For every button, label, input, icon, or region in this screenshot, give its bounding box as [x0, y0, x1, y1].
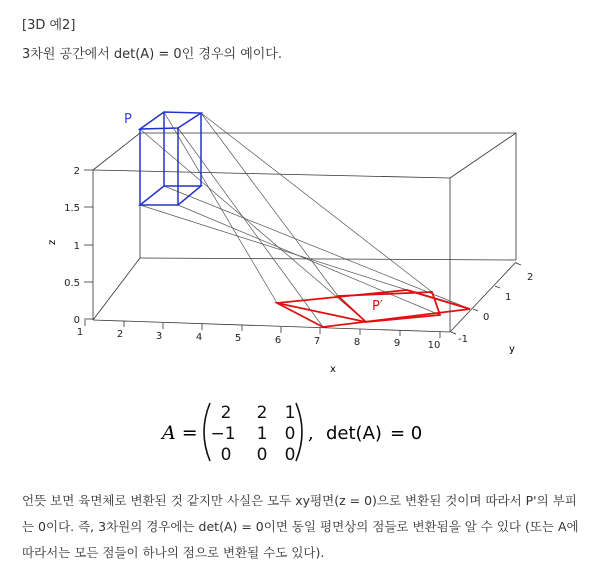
frame-bottom-front [93, 320, 450, 332]
matrix-cell: 0 [220, 445, 232, 465]
mapping-line [178, 128, 323, 327]
explanation-paragraph [22, 488, 582, 566]
y-tick-label: 0 [483, 312, 490, 323]
frame-bottom-left [93, 258, 140, 320]
y-tick-label: -1 [458, 334, 468, 345]
pprime-edge [277, 303, 366, 322]
mapping-line [201, 113, 432, 292]
frame-top-back [140, 133, 516, 260]
intro-text: 3차원 공간에서 det(A) = 0인 경우의 예이다. [22, 47, 282, 62]
matrix-cell: 0 [256, 445, 268, 465]
z-tick-label: 0.5 [64, 278, 80, 289]
matrix-lhs: A = [162, 422, 198, 444]
label-P: P [124, 112, 132, 127]
y-tick-label: 1 [505, 292, 512, 303]
x-tick-label: 6 [274, 335, 282, 346]
pprime-inner [338, 292, 440, 322]
section-heading: [3D 예2] [22, 18, 76, 33]
z-tick-label: 1.5 [64, 203, 80, 214]
label-Pprime: P′ [372, 299, 383, 314]
equation-comma: , [308, 423, 314, 444]
matrix-equation [158, 398, 458, 468]
z-tick-label: 2 [73, 166, 80, 177]
y-tick-mark [473, 309, 478, 311]
frame-top-front [93, 170, 450, 178]
mapping-line [140, 129, 366, 322]
x-tick-label: 7 [313, 336, 321, 347]
matrix-cell: 2 [256, 403, 268, 423]
3d-plot [0, 95, 597, 395]
x-tick-label: 4 [195, 332, 203, 343]
det-text: det(A) [326, 423, 382, 444]
mapping-line [201, 113, 338, 296]
x-tick-label: 9 [393, 338, 401, 349]
y-tick-mark [495, 286, 500, 288]
z-tick-label: 0 [73, 315, 80, 326]
x-tick-label: 10 [427, 340, 441, 351]
mapping-line [178, 205, 440, 315]
matrix-cell: 1 [284, 403, 296, 423]
matrix-cell: 0 [284, 445, 296, 465]
z-axis-label: z [47, 239, 58, 245]
matrix-cell: 1 [256, 424, 268, 444]
z-axis-ticks [84, 170, 93, 319]
y-axis-label: y [509, 344, 515, 355]
x-tick-label: 1 [76, 327, 84, 338]
y-tick-mark [451, 332, 456, 334]
mapping-line [140, 205, 407, 290]
mapping-line [164, 186, 470, 309]
x-tick-label: 8 [353, 337, 361, 348]
paragraph-line: 언뜻 보면 육면체로 변환된 것 같지만 사실은 모두 xy평면(z = 0)으로 변환된 것이며 따라서 P'의 부피 [22, 493, 577, 508]
matrix-cell: 2 [220, 403, 232, 423]
z-tick-label: 1 [73, 241, 80, 252]
cuboid-top-face [140, 112, 201, 129]
mapping-line [164, 112, 277, 303]
matrix-cell: 0 [284, 424, 296, 444]
det-value: = 0 [390, 423, 423, 444]
x-tick-label: 5 [234, 333, 242, 344]
matrix-cell: −1 [210, 424, 236, 444]
paragraph-line: 따라서는 모든 점들이 하나의 점으로 변환될 수도 있다). [22, 545, 325, 560]
y-tick-mark [516, 263, 521, 265]
left-paren [204, 403, 210, 461]
x-axis-label: x [330, 364, 336, 375]
x-tick-label: 2 [116, 329, 124, 340]
pprime-edge [407, 290, 470, 309]
frame-top-left [93, 133, 140, 170]
frame-top-right [450, 133, 516, 178]
y-tick-label: 2 [527, 272, 534, 283]
x-axis-ticks [85, 320, 440, 338]
frame-bottom-back [140, 258, 516, 260]
paragraph-line: 는 0이다. 즉, 3차원의 경우에는 det(A) = 0이면 동일 평면상의 점들로 변환됨을 알 수 있다 (또는 A에 [22, 519, 579, 534]
x-tick-label: 3 [155, 331, 163, 342]
right-paren [296, 403, 302, 461]
